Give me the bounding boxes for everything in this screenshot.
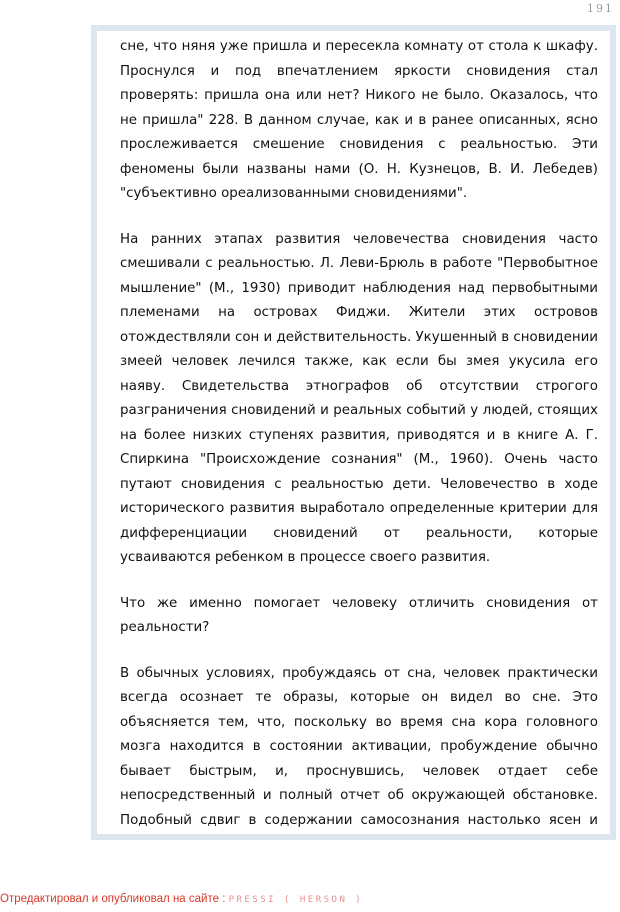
text-line: На ранних этапах развития человечества сновидения часто: [120, 231, 598, 247]
text-line: прослеживается смешение сновидения с реальностью. Эти: [120, 137, 598, 152]
text-line: Что же именно помогает человеку отличить сновидения от: [120, 595, 598, 611]
text-line: непосредственный и полный отчет об окружающей обстановке.: [120, 788, 598, 803]
text-line: Проснулся и под впечатлением яркости сновидения стал: [120, 63, 598, 79]
page-number: 191: [587, 2, 614, 15]
text-line: не пришла" 228. В данном случае, как и в ранее описанных, ясно: [120, 112, 598, 128]
paragraph: [120, 662, 598, 834]
text-line: путают сновидения с реальностью дети. Человечество в ходе: [120, 476, 598, 492]
text-line: мозга находится в состоянии активации, пробуждение обычно: [120, 739, 598, 754]
text-line: усваиваются ребенком в процессе своего развития.: [120, 550, 491, 565]
footer-text: Отредактировал и опубликовал на сайте: [0, 893, 219, 905]
text-line: дифференциации сновидений от реальности, которые: [120, 525, 598, 541]
paragraph: [120, 228, 598, 571]
text-line: исторического развития выработало определенные критерии для: [120, 501, 598, 516]
text-line: В обычных условиях, пробуждаясь от сна, человек практически: [120, 665, 598, 681]
text-line: реальности?: [120, 620, 210, 635]
body-text: [120, 35, 598, 833]
text-line: проверять: пришла она или нет? Никого не было. Оказалось, что: [120, 88, 598, 103]
paragraph: [120, 35, 598, 207]
text-line: племенами на островах Фиджи. Жители этих островов: [120, 305, 598, 320]
footer-site-link[interactable]: PRESSI ( HERSON ): [228, 895, 364, 905]
text-line: змеей человек лечился также, как если бы змея укусила его: [120, 354, 598, 369]
text-line: бывает быстрым, и, проснувшись, человек отдает себе: [120, 763, 598, 779]
footer-separator: :: [219, 893, 229, 905]
text-line: Подобный сдвиг в содержании самосознания настолько ясен и: [120, 812, 598, 828]
text-line: отождествляли сон и действительность. Укушенный в сновидении: [120, 329, 598, 345]
text-line: смешивали с реальностью. Л. Леви-Брюль в работе "Первобытное: [120, 256, 598, 271]
text-line: Спиркина "Происхождение сознания" (М., 1960). Очень часто: [120, 452, 598, 467]
footer-credit: [0, 893, 363, 905]
text-line: на более низких ступенях развития, приводятся и в книге А. Г.: [120, 427, 598, 443]
text-line: сне, что няня уже пришла и пересекла комнату от стола к шкафу.: [120, 39, 598, 54]
text-line: разграничения сновидений и реальных событий у людей, стоящих: [120, 403, 598, 418]
paragraph: [120, 592, 598, 641]
text-line: мышление" (М., 1930) приводит наблюдения над первобытными: [120, 280, 598, 296]
text-line: феномены были названы нами (О. Н. Кузнецов, В. И. Лебедев): [120, 161, 598, 177]
text-line: всегда осознает те образы, которые он видел во сне. Это: [120, 690, 598, 705]
text-line: объясняется тем, что, поскольку во время сна кора головного: [120, 714, 598, 730]
text-line: "субъективно ореализованными сновидениями".: [120, 186, 468, 201]
text-line: наяву. Свидетельства этнографов об отсутствии строгого: [120, 378, 598, 394]
